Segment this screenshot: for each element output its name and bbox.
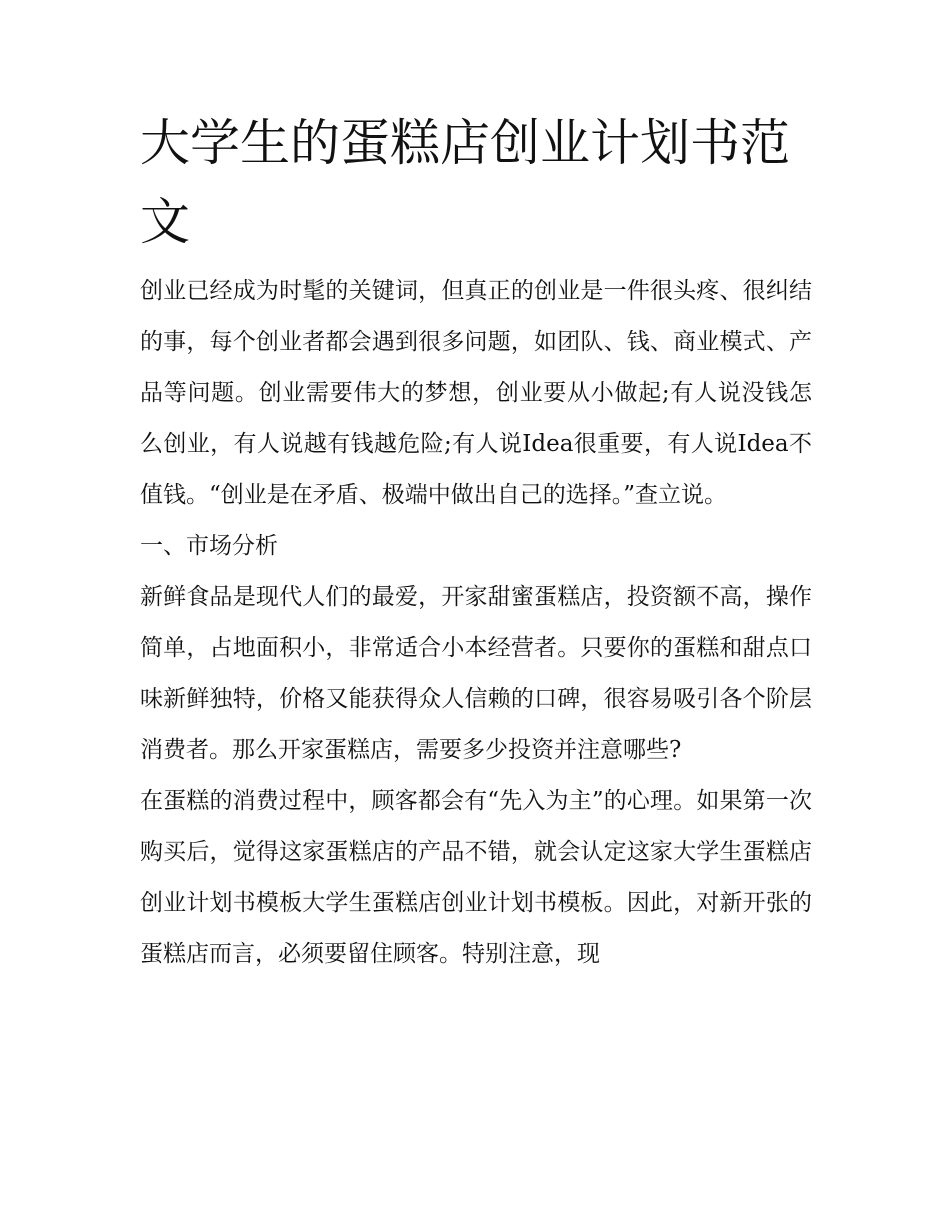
title-block	[140, 104, 812, 262]
section-heading-market-analysis: 一、市场分析	[140, 533, 278, 559]
document-title: 大学生的蛋糕店创业计划书范文	[140, 114, 790, 251]
intro-paragraph: 创业已经成为时髦的关键词，但真正的创业是一件很头疼、很纠结的事，每个创业者都会遇到很多问题，如团队、钱、商业模式、产品等问题。创业需要伟大的梦想，创业要从小做起;有人说没钱怎么创业，有人说越有钱越危险;有人说Idea很重要，有人说Idea不值钱。“创业是在矛盾、极端中做出自己的选择。”查立说。	[140, 278, 812, 508]
document-page	[140, 104, 812, 980]
market-paragraph: 新鲜食品是现代人们的最爱，开家甜蜜蛋糕店，投资额不高，操作简单，占地面积小，非常适合小本经营者。只要你的蛋糕和甜点口味新鲜独特，价格又能获得众人信赖的口碑，很容易吸引各个阶层消费者。那么开家蛋糕店，需要多少投资并注意哪些?	[140, 584, 812, 763]
consumer-paragraph: 在蛋糕的消费过程中，顾客都会有“先入为主”的心理。如果第一次购买后，觉得这家蛋糕店的产品不错，就会认定这家大学生蛋糕店创业计划书模板大学生蛋糕店创业计划书模板。因此，对新开张的蛋糕店而言，必须要留住顾客。特别注意，现	[140, 788, 812, 967]
